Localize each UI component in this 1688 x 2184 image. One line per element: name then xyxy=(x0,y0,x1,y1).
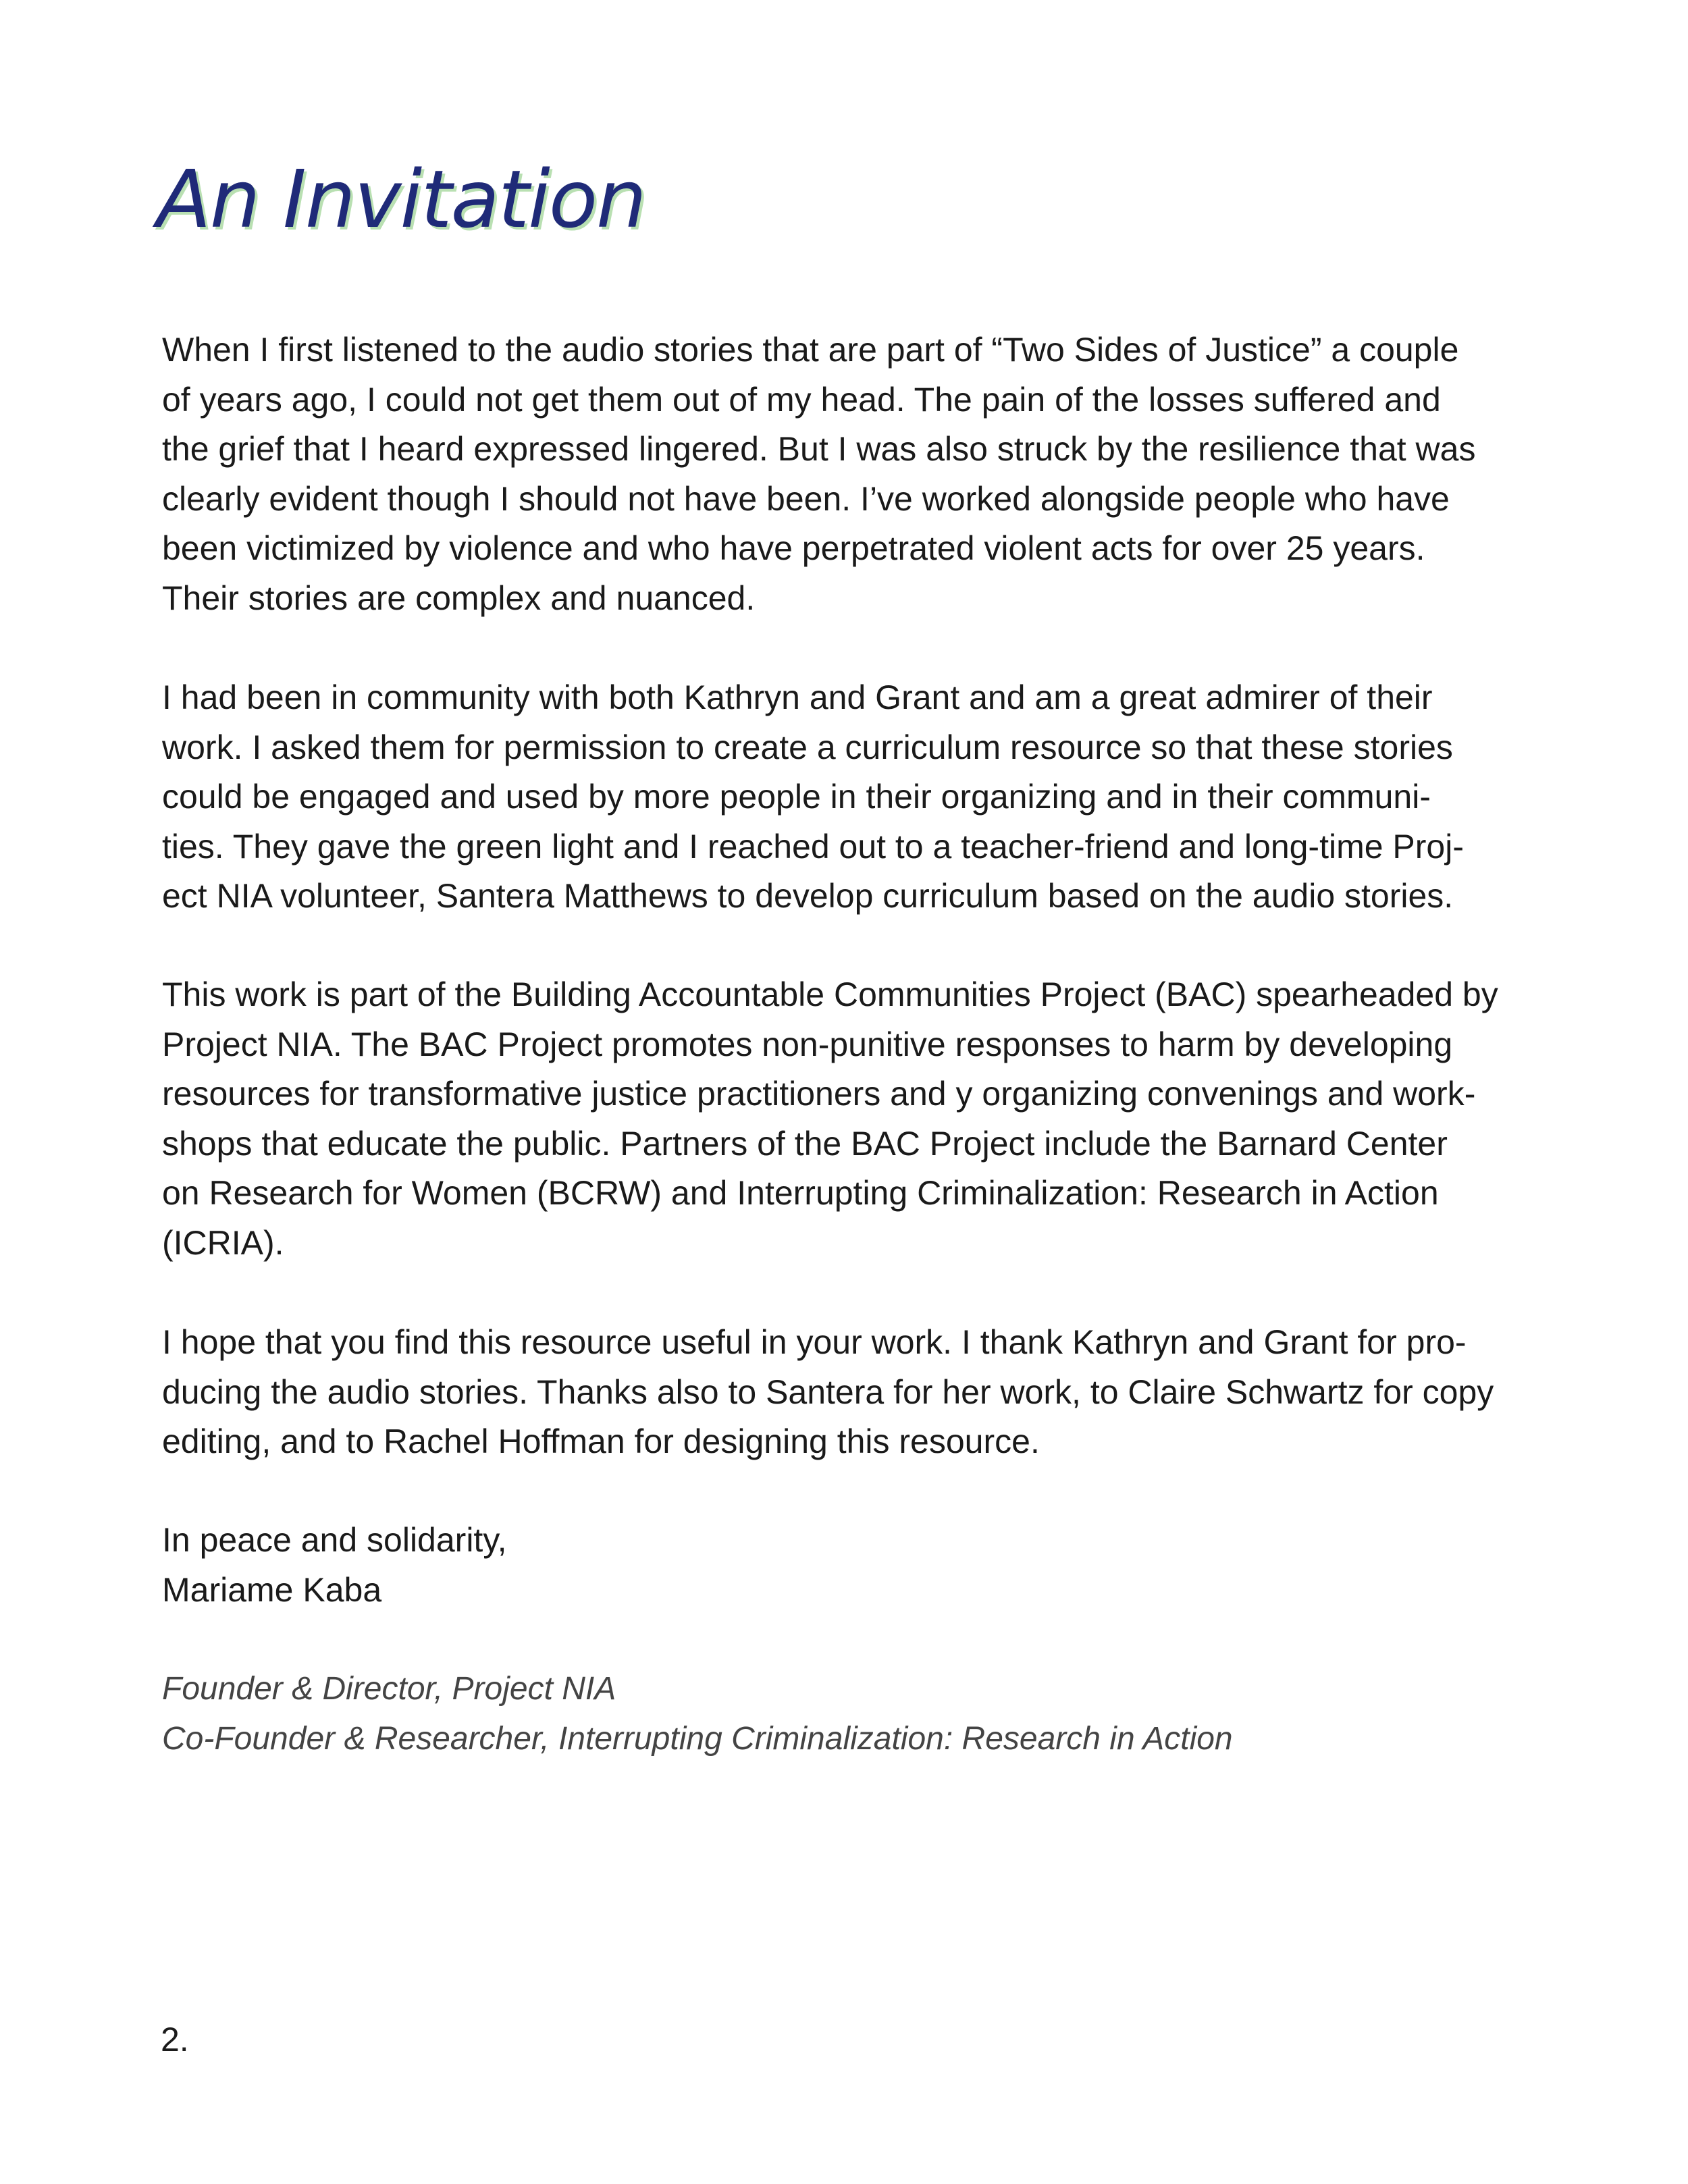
page-title: An Invitation xyxy=(157,153,645,246)
paragraph-line: I had been in community with both Kathryn and Grant and am a great admirer of their xyxy=(162,678,1433,716)
paragraph-line: ect NIA volunteer, Santera Matthews to develop curriculum based on the audio stories. xyxy=(162,877,1454,915)
role-line: Founder & Director, Project NIA xyxy=(162,1671,616,1707)
paragraph-line: the grief that I heard expressed lingered. But I was also struck by the resilience that was xyxy=(162,430,1476,468)
paragraph-line: clearly evident though I should not have been. I’ve worked alongside people who have xyxy=(162,479,1450,518)
paragraph-line: (ICRIA). xyxy=(162,1223,284,1262)
paragraph-line: could be engaged and used by more people in their organizing and in their communi- xyxy=(162,778,1431,816)
paragraph-line: ties. They gave the green light and I reached out to a teacher-friend and long-time Proj- xyxy=(162,827,1465,865)
paragraph-line: of years ago, I could not get them out of my head. The pain of the losses suffered and xyxy=(162,380,1441,419)
paragraph-line: Project NIA. The BAC Project promotes non-punitive responses to harm by developing xyxy=(162,1025,1453,1063)
paragraph-line: I hope that you find this resource useful in your work. I thank Kathryn and Grant for pro- xyxy=(162,1323,1467,1361)
paragraph-line: When I first listened to the audio stories that are part of “Two Sides of Justice” a couple xyxy=(162,331,1459,369)
paragraph-3 xyxy=(162,970,1539,1268)
paragraph-4 xyxy=(162,1318,1539,1467)
paragraph-line: Their stories are complex and nuanced. xyxy=(162,579,756,617)
paragraph-1 xyxy=(162,325,1539,623)
signer-roles xyxy=(162,1664,1539,1763)
paragraph-line: work. I asked them for permission to create a curriculum resource so that these stories xyxy=(162,728,1453,766)
paragraph-line: been victimized by violence and who have perpetrated violent acts for over 25 years. xyxy=(162,529,1425,567)
paragraph-line: on Research for Women (BCRW) and Interrupting Criminalization: Research in Action xyxy=(162,1174,1439,1212)
paragraph-line: This work is part of the Building Accountable Communities Project (BAC) spearheaded by xyxy=(162,976,1498,1013)
closing-line: In peace and solidarity, xyxy=(162,1521,507,1559)
signer-name: Mariame Kaba xyxy=(162,1570,382,1609)
paragraph-line: shops that educate the public. Partners of the BAC Project include the Barnard Center xyxy=(162,1124,1448,1163)
signature-block xyxy=(162,1516,1539,1615)
paragraph-line: ducing the audio stories. Thanks also to Santera for her work, to Claire Schwartz for copy xyxy=(162,1373,1494,1411)
page-number: 2. xyxy=(161,2021,189,2058)
role-line: Co-Founder & Researcher, Interrupting Criminalization: Research in Action xyxy=(162,1720,1233,1757)
paragraph-2 xyxy=(162,673,1539,922)
paragraph-line: editing, and to Rachel Hoffman for designing this resource. xyxy=(162,1422,1040,1460)
paragraph-line: resources for transformative justice practitioners and y organizing convenings and work- xyxy=(162,1075,1476,1113)
